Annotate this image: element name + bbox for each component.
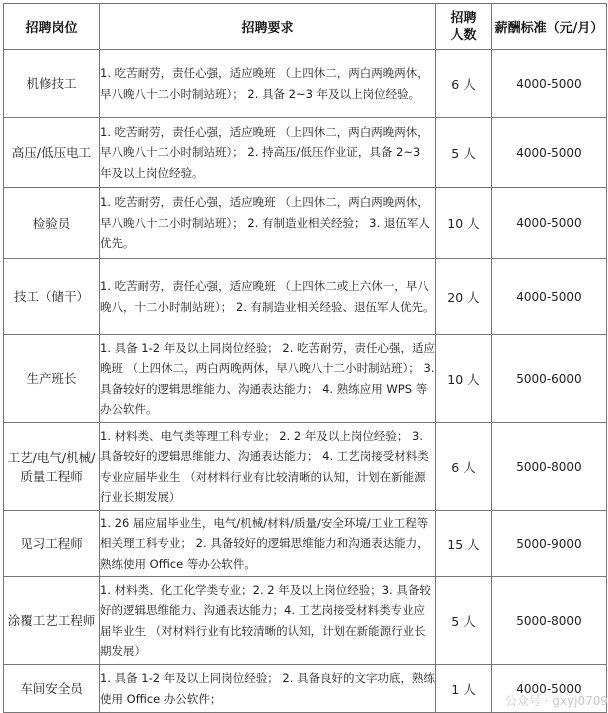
salary-cell: 5000-8000 xyxy=(492,423,607,511)
salary-cell: 4000-5000 xyxy=(492,665,607,713)
table-row xyxy=(4,50,607,118)
count-cell: 15 人 xyxy=(436,511,492,577)
count-cell: 10 人 xyxy=(436,335,492,423)
requirements-cell: 1. 吃苦耐劳，责任心强，适应晚班 （上四休二，两白两晚两休，早八晚八十二小时制站班）； 2. 持高压/低压作业证，具备 2~3 年及以上岗位经验。 xyxy=(100,118,436,188)
position-cell: 涂覆工艺工程师 xyxy=(4,577,100,665)
count-cell: 5 人 xyxy=(436,577,492,665)
position-cell: 工艺/电气/机械/质量工程师 xyxy=(4,423,100,511)
salary-cell: 4000-5000 xyxy=(492,188,607,259)
position-cell: 机修技工 xyxy=(4,50,100,118)
count-cell: 1 人 xyxy=(436,665,492,713)
table-row xyxy=(4,577,607,665)
requirements-cell: 1. 26 届应届毕业生，电气/机械/材料/质量/安全环境/工业工程等相关理工科专业； 2. 具备较好的逻辑思维能力和沟通表达能力，熟练使用 Office 等办公软件。 xyxy=(100,511,436,577)
header-count xyxy=(436,4,492,50)
requirements-cell: 1. 具备 1-2 年及以上同岗位经验； 2. 吃苦耐劳，责任心强，适应晚班 （上四休二，两白两晚两休，早八晚八十二小时制站班）； 3. 具备较好的逻辑思维能力、沟通表达能力； 4. 熟练应用 WPS 等办公软件。 xyxy=(100,335,436,423)
recruitment-table xyxy=(3,3,607,713)
salary-cell: 4000-5000 xyxy=(492,259,607,335)
count-cell: 20 人 xyxy=(436,259,492,335)
table-row xyxy=(4,118,607,188)
watermark: 公众号 · gxyj0709 xyxy=(504,694,608,708)
table-row xyxy=(4,188,607,259)
header-salary: 薪酬标准（元/月） xyxy=(492,4,607,50)
table-row xyxy=(4,335,607,423)
header-count-line1: 招聘 xyxy=(450,10,477,26)
position-cell: 生产班长 xyxy=(4,335,100,423)
requirements-cell: 1. 吃苦耐劳，责任心强，适应晚班 （上四休二或上六休一，早八晚八，十二小时制站班）； 2. 有制造业相关经验、退伍军人优先。 xyxy=(100,259,436,335)
count-cell: 5 人 xyxy=(436,118,492,188)
table-row xyxy=(4,511,607,577)
count-cell: 6 人 xyxy=(436,50,492,118)
requirements-cell: 1. 吃苦耐劳，责任心强，适应晚班 （上四休二，两白两晚两休，早八晚八十二小时制站班）； 2. 有制造业相关经验； 3. 退伍军人优先。 xyxy=(100,188,436,259)
requirements-cell: 1. 吃苦耐劳，责任心强，适应晚班 （上四休二，两白两晚两休，早八晚八十二小时制站班）； 2. 具备 2~3 年及以上岗位经验。 xyxy=(100,50,436,118)
requirements-cell: 1. 具备 1-2 年及以上同岗位经验； 2. 具备良好的文字功底，熟练使用 Office 办公软件； xyxy=(100,665,436,713)
header-position: 招聘岗位 xyxy=(4,4,100,50)
position-cell: 检验员 xyxy=(4,188,100,259)
header-row xyxy=(4,4,607,50)
header-requirements: 招聘要求 xyxy=(100,4,436,50)
salary-cell: 5000-6000 xyxy=(492,335,607,423)
salary-cell: 4000-5000 xyxy=(492,118,607,188)
position-cell: 车间安全员 xyxy=(4,665,100,713)
position-cell: 见习工程师 xyxy=(4,511,100,577)
table-row xyxy=(4,423,607,511)
count-cell: 10 人 xyxy=(436,188,492,259)
salary-cell: 4000-5000 xyxy=(492,50,607,118)
requirements-cell: 1. 材料类、电气类等理工科专业； 2. 2 年及以上岗位经验； 3. 具备较好的逻辑思维能力、沟通表达能力； 4. 工艺岗接受材料类专业应届毕业生 （对材料行业有比较清晰的认知，计划在新能源行业长期发展） xyxy=(100,423,436,511)
header-count-line2: 人数 xyxy=(450,27,477,43)
salary-cell: 5000-8000 xyxy=(492,577,607,665)
count-cell: 6 人 xyxy=(436,423,492,511)
position-cell: 高压/低压电工 xyxy=(4,118,100,188)
salary-cell: 5000-9000 xyxy=(492,511,607,577)
position-cell: 技工（储干） xyxy=(4,259,100,335)
table-row xyxy=(4,259,607,335)
requirements-cell: 1. 材料类、化工化学类专业；2. 2 年及以上岗位经验；3. 具备较好的逻辑思维能力、沟通表达能力；4. 工艺岗接受材料类专业应届毕业生 （对材料行业有比较清晰的认知，计划在新能源行业长期发展） xyxy=(100,577,436,665)
